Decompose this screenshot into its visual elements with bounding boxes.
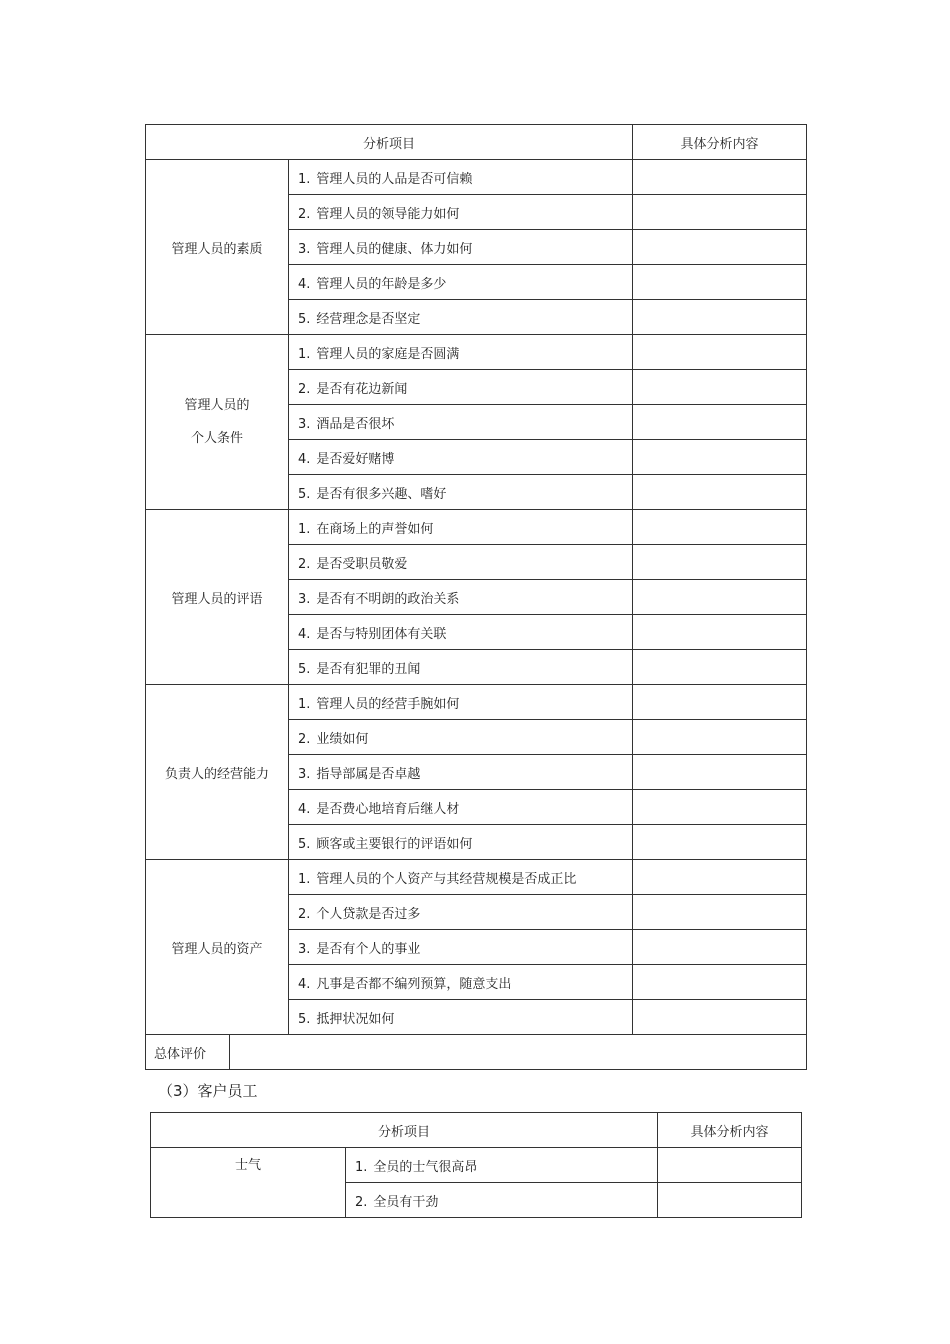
item-text: 经营理念是否坚定 <box>316 311 421 327</box>
analysis-content-cell[interactable] <box>633 335 807 370</box>
analysis-content-cell[interactable] <box>633 580 807 615</box>
item-number: 1. <box>298 521 311 537</box>
management-analysis-table <box>145 124 807 1070</box>
item-number: 5. <box>298 661 311 677</box>
analysis-content-cell[interactable] <box>633 370 807 405</box>
analysis-item <box>289 265 633 300</box>
analysis-item <box>289 475 633 510</box>
summary-label: 总体评价 <box>146 1035 230 1070</box>
analysis-item <box>289 930 633 965</box>
item-number: 2. <box>298 556 311 572</box>
analysis-content-cell[interactable] <box>633 230 807 265</box>
item-text: 酒品是否很坏 <box>316 416 395 432</box>
analysis-content-cell[interactable] <box>633 615 807 650</box>
category-label-line: 管理人员的素质 <box>171 241 263 257</box>
category-label <box>146 860 289 1035</box>
analysis-item <box>289 370 633 405</box>
item-number: 4. <box>298 276 311 292</box>
header-analysis-content: 具体分析内容 <box>658 1113 802 1148</box>
item-number: 5. <box>298 1011 311 1027</box>
category-label-line: 管理人员的资产 <box>171 941 263 957</box>
analysis-item <box>289 790 633 825</box>
summary-row <box>146 1035 807 1070</box>
item-number: 2. <box>298 906 311 922</box>
analysis-item <box>289 440 633 475</box>
analysis-item <box>289 230 633 265</box>
item-number: 5. <box>298 486 311 502</box>
analysis-content-cell[interactable] <box>633 1000 807 1035</box>
analysis-content-cell[interactable] <box>633 650 807 685</box>
table-row <box>146 510 807 545</box>
item-text: 凡事是否都不编列预算，随意支出 <box>316 976 512 992</box>
analysis-item <box>289 825 633 860</box>
item-text: 是否费心地培育后继人材 <box>316 801 460 817</box>
analysis-content-cell[interactable] <box>633 930 807 965</box>
item-number: 1. <box>298 346 311 362</box>
category-label: 士气 <box>151 1148 346 1218</box>
item-text: 全员有干劲 <box>373 1194 439 1210</box>
table-row <box>151 1148 802 1183</box>
item-number: 4. <box>298 976 311 992</box>
summary-content-cell[interactable] <box>230 1035 807 1070</box>
analysis-item <box>289 510 633 545</box>
item-text: 是否有个人的事业 <box>316 941 421 957</box>
analysis-content-cell[interactable] <box>633 510 807 545</box>
analysis-item <box>289 860 633 895</box>
analysis-item <box>289 335 633 370</box>
item-number: 4. <box>298 451 311 467</box>
item-text: 是否有不明朗的政治关系 <box>316 591 460 607</box>
item-text: 业绩如何 <box>316 731 369 747</box>
item-number: 3. <box>298 591 311 607</box>
item-text: 是否受职员敬爱 <box>316 556 408 572</box>
item-number: 2. <box>298 206 311 222</box>
analysis-item <box>346 1148 658 1183</box>
header-analysis-item: 分析项目 <box>151 1113 658 1148</box>
analysis-item <box>289 545 633 580</box>
item-text: 顾客或主要银行的评语如何 <box>316 836 473 852</box>
analysis-content-cell[interactable] <box>633 720 807 755</box>
analysis-content-cell[interactable] <box>658 1183 802 1218</box>
item-number: 3. <box>298 941 311 957</box>
item-number: 3. <box>298 766 311 782</box>
analysis-content-cell[interactable] <box>633 300 807 335</box>
category-label <box>146 685 289 860</box>
header-analysis-content: 具体分析内容 <box>633 125 807 160</box>
item-number: 1. <box>355 1159 368 1175</box>
analysis-item <box>289 965 633 1000</box>
analysis-content-cell[interactable] <box>633 545 807 580</box>
item-number: 1. <box>298 871 311 887</box>
item-text: 指导部属是否卓越 <box>316 766 421 782</box>
header-analysis-item: 分析项目 <box>146 125 633 160</box>
staff-analysis-table <box>150 1112 802 1218</box>
item-number: 1. <box>298 696 311 712</box>
analysis-content-cell[interactable] <box>633 825 807 860</box>
analysis-content-cell[interactable] <box>633 790 807 825</box>
category-label <box>146 335 289 510</box>
analysis-item <box>289 580 633 615</box>
item-text: 管理人员的人品是否可信赖 <box>316 171 473 187</box>
analysis-item <box>346 1183 658 1218</box>
analysis-item <box>289 650 633 685</box>
item-text: 管理人员的经营手腕如何 <box>316 696 460 712</box>
analysis-content-cell[interactable] <box>633 475 807 510</box>
analysis-item <box>289 405 633 440</box>
analysis-content-cell[interactable] <box>633 860 807 895</box>
analysis-content-cell[interactable] <box>633 895 807 930</box>
analysis-content-cell[interactable] <box>633 685 807 720</box>
table-row <box>146 335 807 370</box>
item-text: 管理人员的健康、体力如何 <box>316 241 473 257</box>
table-row <box>146 160 807 195</box>
item-number: 1. <box>298 171 311 187</box>
item-text: 管理人员的领导能力如何 <box>316 206 460 222</box>
item-number: 3. <box>298 241 311 257</box>
item-number: 2. <box>298 731 311 747</box>
category-label-line: 负责人的经营能力 <box>164 766 269 782</box>
analysis-content-cell[interactable] <box>633 265 807 300</box>
category-label-line: 管理人员的 <box>184 398 250 413</box>
item-number: 4. <box>298 626 311 642</box>
table-header-row <box>151 1113 802 1148</box>
analysis-content-cell[interactable] <box>633 965 807 1000</box>
analysis-item <box>289 615 633 650</box>
analysis-item <box>289 195 633 230</box>
item-text: 是否有花边新闻 <box>316 381 408 397</box>
category-label-line: 个人条件 <box>190 431 243 446</box>
item-number: 2. <box>355 1194 368 1210</box>
item-number: 3. <box>298 416 311 432</box>
item-text: 个人贷款是否过多 <box>316 906 421 922</box>
item-text: 管理人员的年龄是多少 <box>316 276 447 292</box>
item-text: 抵押状况如何 <box>316 1011 395 1027</box>
item-text: 是否与特别团体有关联 <box>316 626 447 642</box>
section-title-customer-staff: （3）客户员工 <box>158 1082 258 1100</box>
item-text: 管理人员的个人资产与其经营规模是否成正比 <box>316 871 577 887</box>
analysis-content-cell[interactable] <box>633 195 807 230</box>
item-number: 5. <box>298 311 311 327</box>
analysis-item <box>289 160 633 195</box>
table-row <box>146 860 807 895</box>
table-header-row <box>146 125 807 160</box>
item-text: 管理人员的家庭是否圆满 <box>316 346 460 362</box>
analysis-content-cell[interactable] <box>633 440 807 475</box>
analysis-item <box>289 755 633 790</box>
item-text: 是否有犯罪的丑闻 <box>316 661 421 677</box>
item-text: 是否有很多兴趣、嗜好 <box>316 486 447 502</box>
analysis-content-cell[interactable] <box>633 405 807 440</box>
item-text: 在商场上的声誉如何 <box>316 521 434 537</box>
analysis-content-cell[interactable] <box>633 160 807 195</box>
analysis-content-cell[interactable] <box>658 1148 802 1183</box>
category-label <box>146 160 289 335</box>
analysis-item <box>289 895 633 930</box>
analysis-item <box>289 1000 633 1035</box>
item-text: 是否爱好赌博 <box>316 451 395 467</box>
item-text: 全员的士气很高昂 <box>373 1159 478 1175</box>
category-label <box>146 510 289 685</box>
item-number: 2. <box>298 381 311 397</box>
analysis-content-cell[interactable] <box>633 755 807 790</box>
table-row <box>146 685 807 720</box>
item-number: 5. <box>298 836 311 852</box>
category-label-line: 管理人员的评语 <box>171 591 263 607</box>
item-number: 4. <box>298 801 311 817</box>
analysis-item <box>289 300 633 335</box>
analysis-item <box>289 720 633 755</box>
analysis-item <box>289 685 633 720</box>
